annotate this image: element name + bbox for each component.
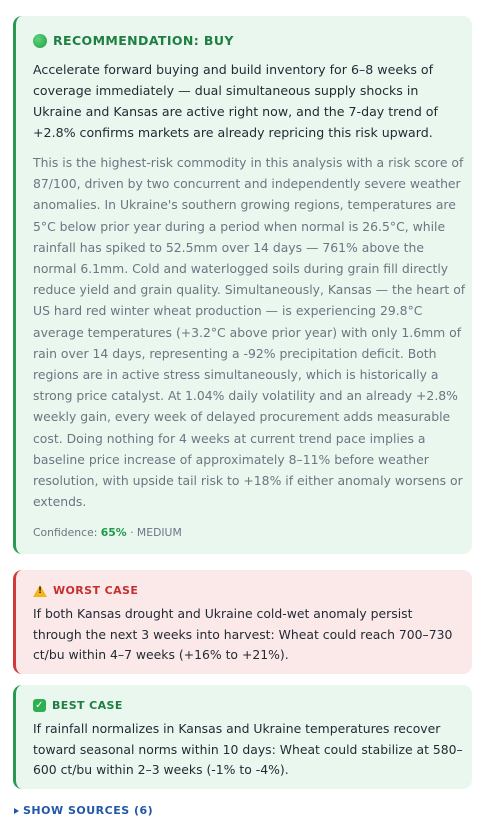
worst-case-heading [33, 584, 138, 597]
warning-icon [33, 585, 47, 597]
recommendation-summary: Accelerate forward buying and build inventory for 6–8 weeks of coverage immediately — dual simultaneous supply shocks in Ukraine and Kansas are active right now, and the 7-day trend of +2.8% confirms markets are already repricing this risk upward. [33, 62, 438, 140]
worst-case-card [13, 570, 472, 674]
green-circle-icon [33, 34, 47, 48]
worst-case-text: If both Kansas drought and Ukraine cold-wet anomaly persist through the next 3 weeks into harvest: Wheat could reach 700–730 ct/bu within 4–7 weeks (+16% to +21%). [33, 606, 453, 662]
confidence-level: · MEDIUM [130, 526, 182, 539]
worst-case-heading-text: WORST CASE [53, 584, 139, 597]
show-sources-label: SHOW SOURCES (6) [23, 804, 154, 817]
recommendation-heading [33, 33, 234, 48]
check-mark-icon: ✓ [33, 699, 46, 712]
confidence-row [33, 526, 182, 539]
best-case-heading [33, 699, 123, 712]
best-case-text: If rainfall normalizes in Kansas and Ukraine temperatures recover toward seasonal norms within 10 days: Wheat could stabilize at 580–600 ct/bu within 2–3 weeks (-1% to -4%). [33, 721, 463, 777]
best-case-heading-text: BEST CASE [52, 699, 123, 712]
recommendation-heading-text: RECOMMENDATION: BUY [53, 33, 234, 48]
triangle-right-icon [14, 808, 19, 814]
recommendation-card [13, 16, 472, 554]
confidence-label: Confidence: [33, 526, 98, 539]
best-case-card [13, 685, 472, 789]
recommendation-detail: This is the highest-risk commodity in this analysis with a risk score of 87/100, driven by two concurrent and independently severe weather anomalies. In Ukraine's southern growing regions, temperatures are 5°C below prior year during a period when normal is 26.5°C, while rainfall has spiked to 52.5mm over 14 days — 761% above the normal 6.1mm. Cold and waterlogged soils during grain fill directly reduce yield and grain quality. Simultaneously, Kansas — the heart of US hard red winter wheat production — is experiencing 29.8°C average temperatures (+3.2°C above prior year) with only 1.6mm of rain over 14 days, representing a -92% precipitation deficit. Both regions are in active stress simultaneously, which is historically a strong price catalyst. At 1.04% daily volatility and an already +2.8% weekly gain, every week of delayed procurement adds measurable cost. Doing nothing for 4 weeks at current trend pace implies a baseline price increase of approximately 8–11% before weather resolution, with upside tail risk to +18% if either anomaly worsens or extends. [33, 155, 466, 510]
confidence-value: 65% [100, 526, 127, 539]
show-sources-toggle[interactable] [14, 804, 153, 817]
